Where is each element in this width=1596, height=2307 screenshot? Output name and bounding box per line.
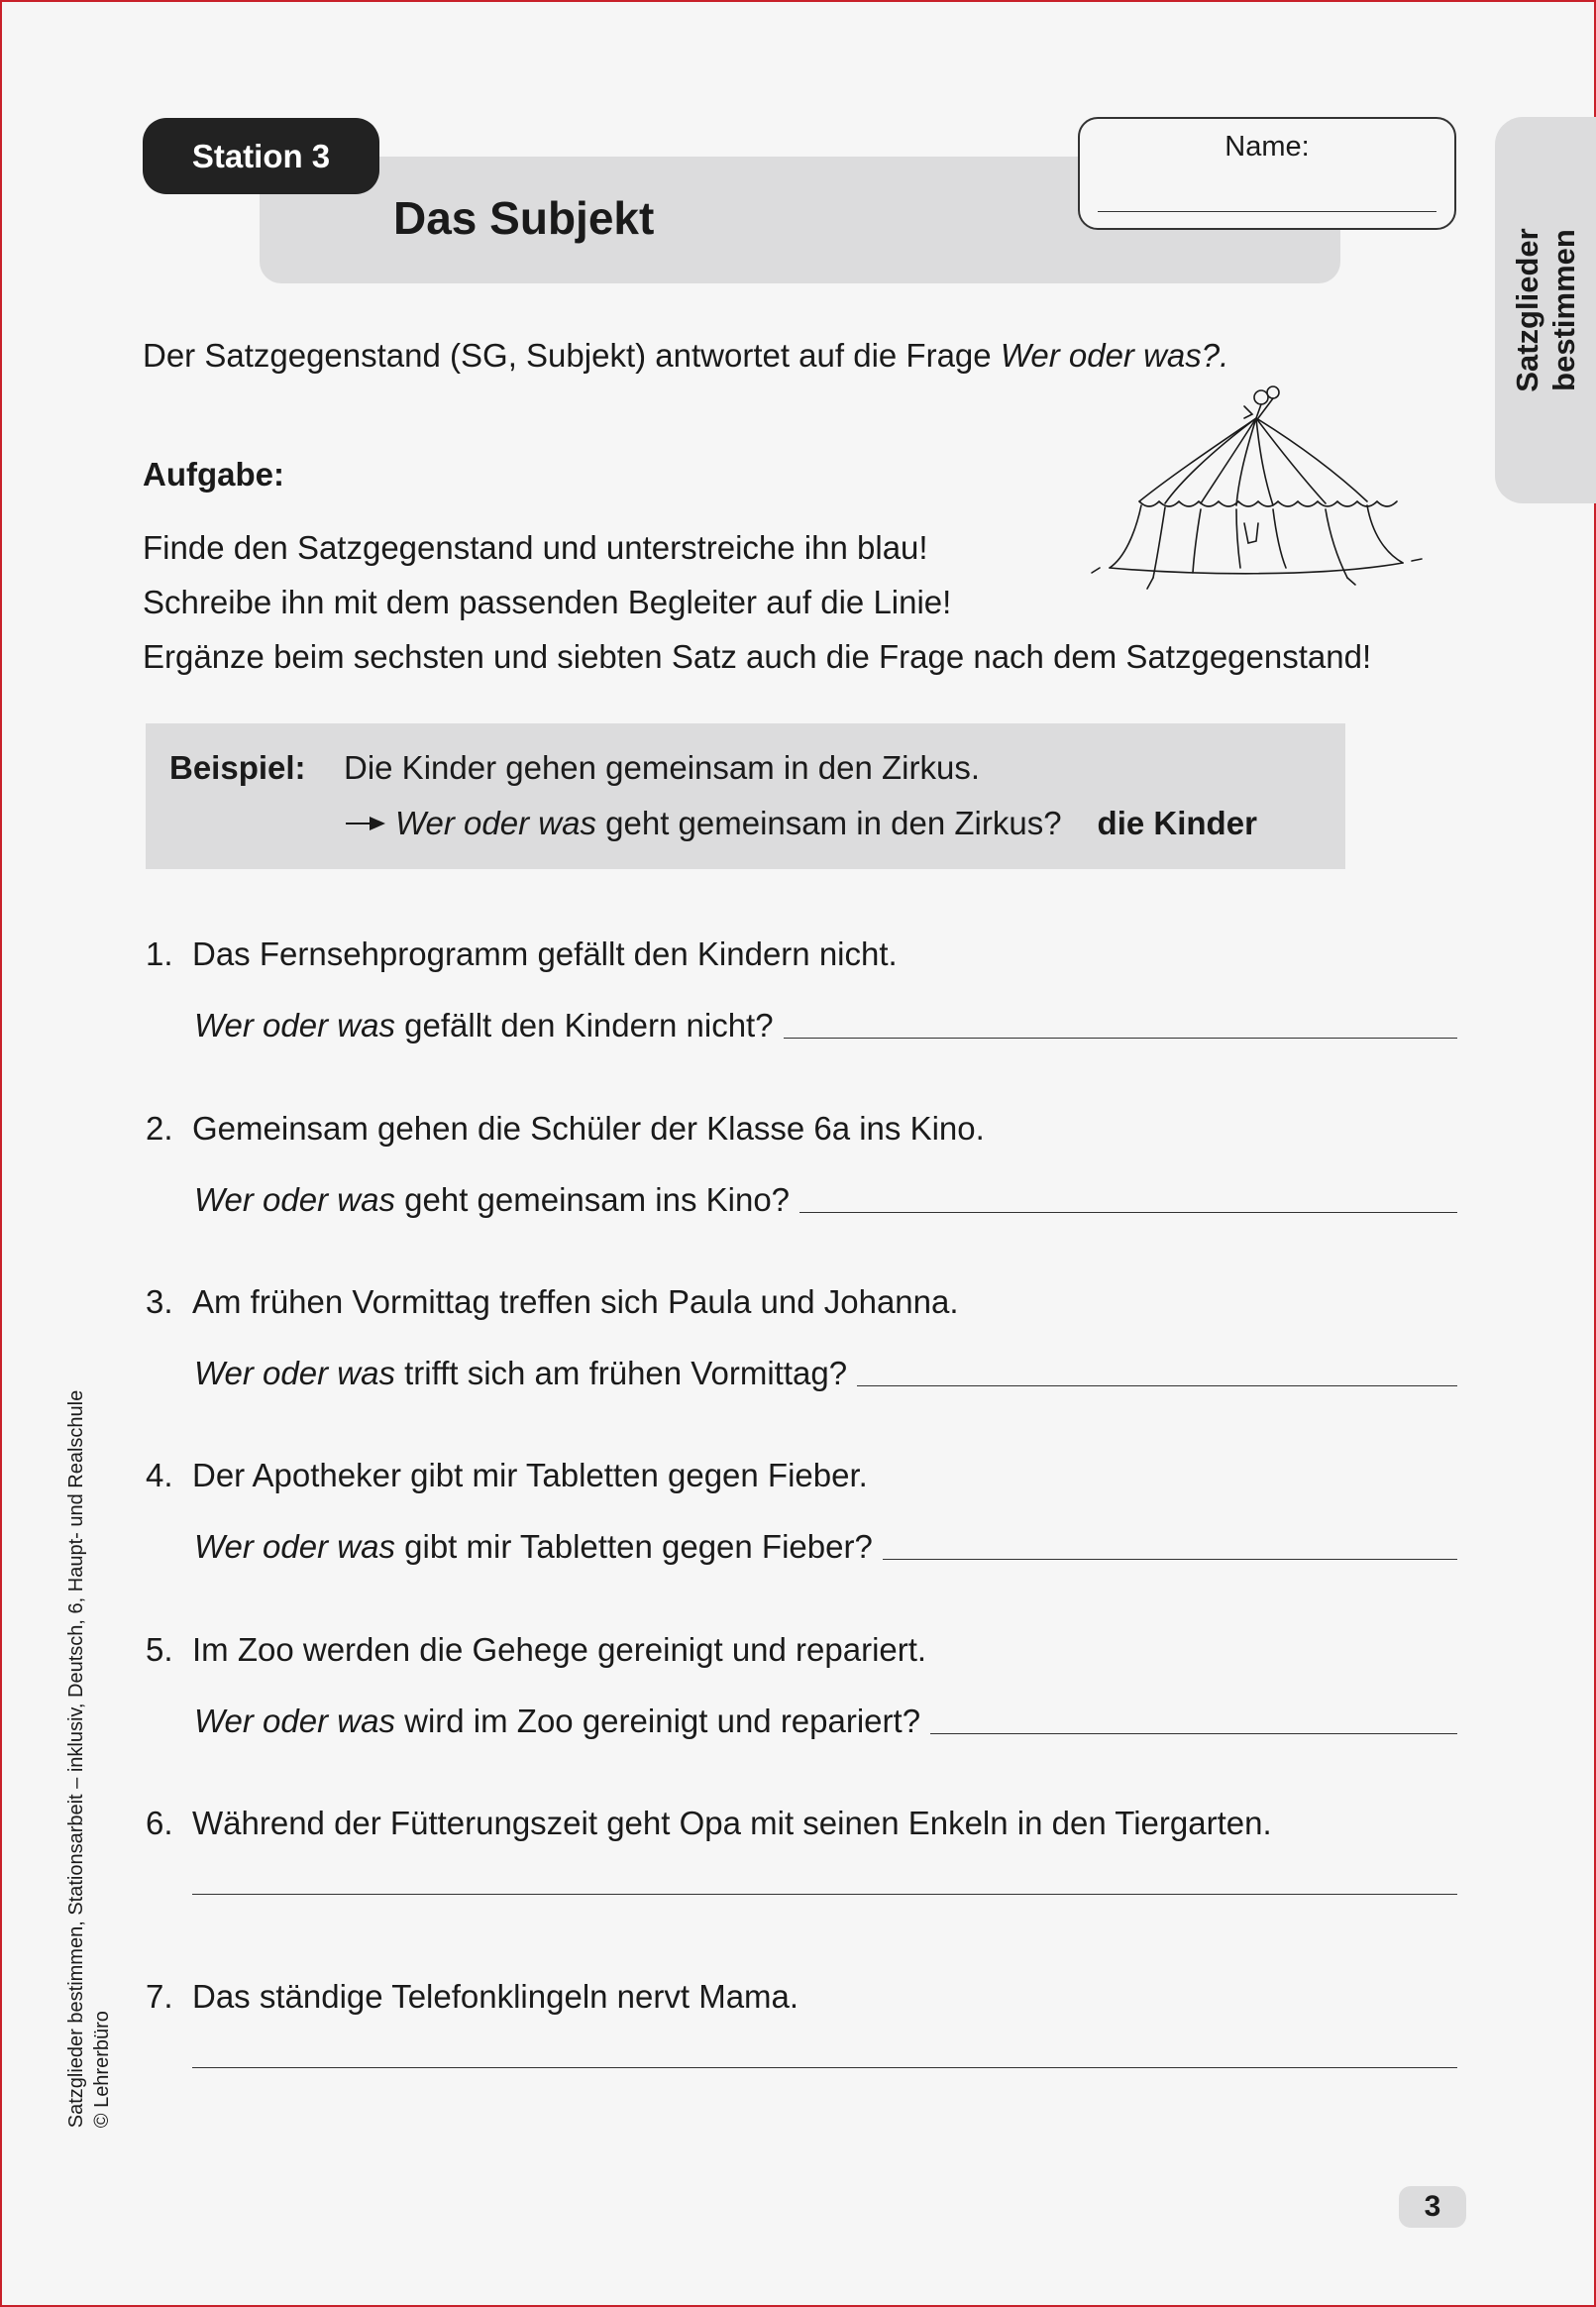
example-question-italic: Wer oder was: [395, 805, 596, 841]
exercise-number: 6.: [146, 1805, 173, 1841]
exercise-sentence: Am frühen Vormittag treffen sich Paula und Johanna.: [192, 1283, 959, 1320]
instruction-3: Ergänze beim sechsten und siebten Satz auch die Frage nach dem Satzgegenstand!: [143, 638, 1372, 675]
question-prefix: Wer oder was: [194, 1181, 395, 1218]
answer-line[interactable]: [883, 1558, 1457, 1560]
intro-italic: Wer oder was?.: [1000, 337, 1229, 374]
question-prefix: Wer oder was: [194, 1528, 395, 1565]
answer-line[interactable]: [857, 1384, 1457, 1386]
name-field[interactable]: [1078, 117, 1456, 230]
credit-line1: Satzglieder bestimmen, Stationsarbeit – inklusiv, Deutsch, 6, Haupt- und Realschule: [65, 1389, 87, 2129]
answer-line[interactable]: [192, 2067, 1457, 2068]
question-rest: trifft sich am frühen Vormittag?: [394, 1355, 848, 1391]
side-tab-line2: bestimmen: [1546, 229, 1581, 391]
intro-text: [143, 337, 1228, 375]
example-box: [146, 723, 1345, 869]
question-prefix: Wer oder was: [194, 1355, 395, 1391]
question-rest: wird im Zoo gereinigt und repariert?: [394, 1703, 921, 1739]
example-label: Beispiel:: [169, 749, 306, 786]
exercise-number: 4.: [146, 1457, 173, 1493]
exercise-number: 7.: [146, 1978, 173, 2015]
answer-line[interactable]: [930, 1732, 1457, 1734]
exercise-sentence: Im Zoo werden die Gehege gereinigt und repariert.: [192, 1631, 927, 1668]
side-tab: [1495, 117, 1596, 503]
exercise-question: [194, 1181, 1457, 1219]
station-badge: Station 3: [143, 118, 379, 194]
exercise-sentence: Während der Fütterungszeit geht Opa mit seinen Enkeln in den Tiergarten.: [192, 1805, 1272, 1841]
instruction-2: Schreibe ihn mit dem passenden Begleiter auf die Linie!: [143, 584, 952, 620]
example-question: [344, 805, 1257, 842]
copyright-credit: [63, 1390, 115, 2128]
exercise-sentence: Der Apotheker gibt mir Tabletten gegen Fieber.: [192, 1457, 868, 1493]
example-question-rest: geht gemeinsam in den Zirkus?: [595, 805, 1062, 841]
question-rest: geht gemeinsam ins Kino?: [394, 1181, 791, 1218]
side-tab-label: [1509, 228, 1582, 391]
exercise-question: [194, 1007, 1457, 1044]
side-tab-line1: Satzglieder: [1510, 228, 1544, 392]
exercise-question: [194, 1528, 1457, 1566]
answer-line[interactable]: [192, 1894, 1457, 1895]
instruction-1: Finde den Satzgegenstand und unterstreiche ihn blau!: [143, 529, 928, 566]
question-rest: gefällt den Kindern nicht?: [394, 1007, 774, 1044]
page-number: 3: [1399, 2186, 1466, 2228]
credit-line2: © Lehrerbüro: [91, 2011, 113, 2129]
intro-plain: Der Satzgegenstand (SG, Subjekt) antwortet auf die Frage: [143, 337, 1001, 374]
arrow-right-icon: [344, 814, 387, 833]
exercise-sentence: Gemeinsam gehen die Schüler der Klasse 6a ins Kino.: [192, 1110, 985, 1147]
exercise-question: [194, 1703, 1457, 1740]
task-heading: Aufgabe:: [143, 456, 284, 493]
example-answer: die Kinder: [1097, 805, 1257, 841]
exercise-number: 5.: [146, 1631, 173, 1668]
exercise-sentence: Das Fernsehprogramm gefällt den Kindern nicht.: [192, 935, 898, 972]
exercise-sentence: Das ständige Telefonklingeln nervt Mama.: [192, 1978, 799, 2015]
question-prefix: Wer oder was: [194, 1007, 395, 1044]
circus-tent-icon: [1070, 384, 1427, 593]
question-prefix: Wer oder was: [194, 1703, 395, 1739]
answer-line[interactable]: [784, 1037, 1457, 1039]
question-rest: gibt mir Tabletten gegen Fieber?: [394, 1528, 873, 1565]
name-line[interactable]: [1098, 211, 1436, 212]
exercise-number: 2.: [146, 1110, 173, 1147]
exercise-question: [194, 1355, 1457, 1392]
name-label: Name:: [1224, 131, 1310, 163]
exercise-number: 3.: [146, 1283, 173, 1320]
example-sentence: Die Kinder gehen gemeinsam in den Zirkus.: [344, 749, 981, 786]
page-title: Das Subjekt: [393, 192, 655, 244]
exercise-number: 1.: [146, 935, 173, 972]
answer-line[interactable]: [799, 1211, 1457, 1213]
